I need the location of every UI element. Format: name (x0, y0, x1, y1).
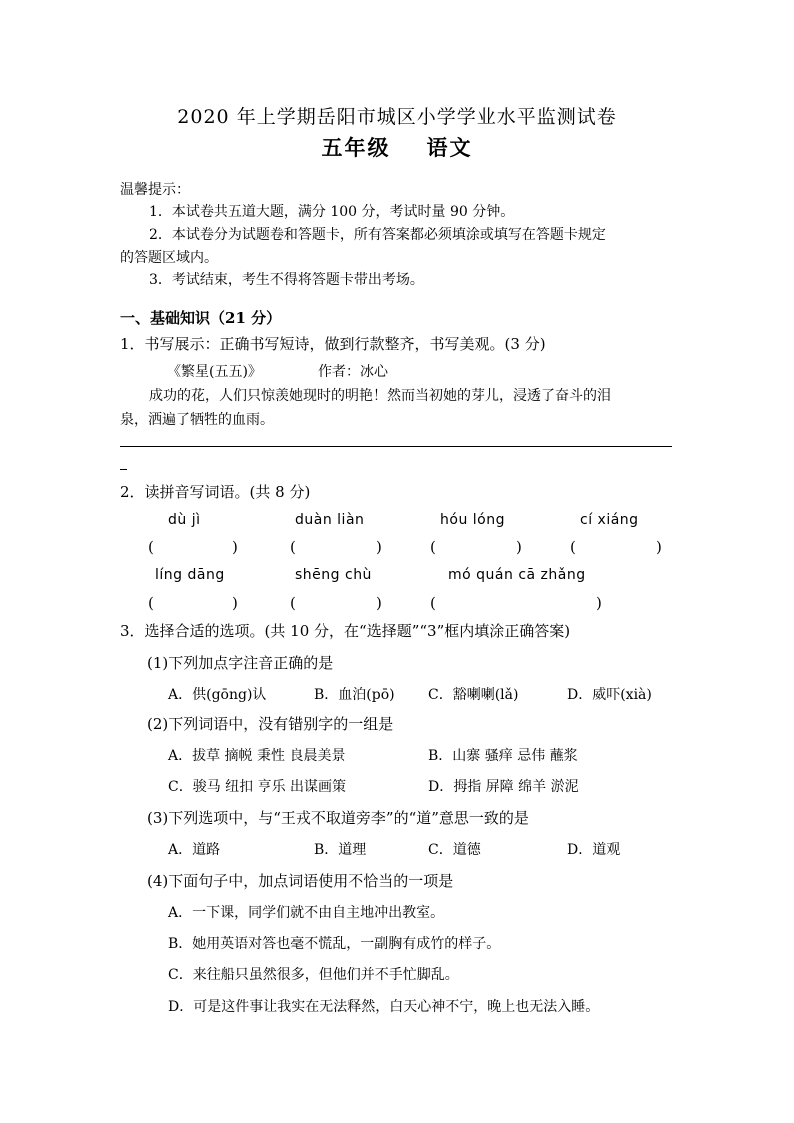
pinyin-item: duàn liàn (295, 512, 365, 528)
option-b: B．血泊(pō) (314, 687, 395, 703)
answer-paren-open: ( (570, 538, 576, 556)
option-d: D．可是这件事让我实在无法释然，白天心神不宁，晚上也无法入睡。 (168, 999, 600, 1015)
question-stem: 3．选择合适的选项。(共 10 分，在“选择题”“3”框内填涂正确答案) (120, 622, 571, 640)
answer-paren-open: ( (430, 538, 436, 556)
tip-item: 3．考试结束，考生不得将答题卡带出考场。 (149, 272, 424, 288)
subject-label: 语文 (426, 135, 473, 160)
sub-question-stem: (1)下列加点字注音正确的是 (147, 654, 334, 672)
pinyin-item: shēng chù (295, 567, 372, 583)
option-c: C．骏马 纽扣 亨乐 出谋画策 (168, 779, 347, 795)
poem-title: 《繁星(五五)》 (167, 364, 262, 380)
answer-paren-open: ( (290, 538, 296, 556)
answer-paren-close: ) (376, 538, 382, 556)
answer-paren-close: ) (516, 538, 522, 556)
option-b: B．山寨 骚痒 忌伟 蘸浆 (428, 748, 578, 764)
answer-paren-open: ( (148, 594, 154, 612)
option-a: A．供(gōng)认 (168, 687, 267, 703)
pinyin-item: dù jì (168, 512, 201, 528)
answer-paren-close: ) (596, 594, 602, 612)
option-d: D．威吓(xià) (567, 687, 652, 703)
answer-paren-close: ) (376, 594, 382, 612)
option-b: B．她用英语对答也毫不慌乱，一副胸有成竹的样子。 (168, 936, 501, 952)
answer-paren-close: ) (232, 594, 238, 612)
pinyin-item: cí xiáng (580, 512, 639, 528)
tip-item: 2．本试卷分为试题卷和答题卡，所有答案都必须填涂或填写在答题卡规定 (149, 227, 606, 243)
option-a: A．一下课，同学们就不由自主地冲出教室。 (168, 905, 445, 921)
tips-heading: 温馨提示： (120, 182, 190, 198)
tip-item: 1．本试卷共五道大题，满分 100 分，考试时量 90 分钟。 (149, 204, 515, 220)
answer-paren-close: ) (656, 538, 662, 556)
option-c: C．道德 (428, 842, 481, 858)
dash-mark (120, 469, 127, 470)
option-d: D．道观 (567, 842, 621, 858)
answer-paren-open: ( (430, 594, 436, 612)
writing-line (120, 446, 672, 447)
option-a: A．拔草 摘帨 秉性 良晨美景 (168, 748, 346, 764)
poem-author: 作者：冰心 (318, 364, 388, 380)
answer-paren-open: ( (290, 594, 296, 612)
option-a: A．道路 (168, 842, 221, 858)
option-d: D．拇指 屏障 绵羊 淤泥 (428, 779, 579, 795)
answer-paren-open: ( (148, 538, 154, 556)
question-stem: 2．读拼音写词语。(共 8 分) (120, 483, 311, 501)
sub-question-stem: (2)下列词语中，没有错别字的一组是 (147, 715, 394, 733)
poem-line: 泉，洒遍了牺牲的血雨。 (120, 412, 274, 428)
sub-question-stem: (3)下列选项中，与“王戎不取道旁李”的“道”意思一致的是 (147, 809, 529, 827)
pinyin-item: hóu lóng (440, 512, 505, 528)
poem-line: 成功的花，人们只惊羡她现时的明艳！然而当初她的芽儿，浸透了奋斗的泪 (149, 388, 611, 404)
grade-label: 五年级 (321, 135, 391, 160)
option-c: C．来往船只虽然很多，但他们并不手忙脚乱。 (168, 967, 459, 983)
pinyin-item: líng dāng (155, 567, 225, 583)
option-b: B．道理 (314, 842, 367, 858)
exam-title: 2020 年上学期岳阳市城区小学学业水平监测试卷 (177, 106, 617, 128)
pinyin-item: mó quán cā zhǎng (448, 567, 586, 583)
option-c: C．豁喇喇(lǎ) (428, 687, 519, 703)
tip-item-continued: 的答题区域内。 (120, 250, 218, 266)
exam-subtitle (0, 132, 794, 162)
question-stem: 1．书写展示：正确书写短诗，做到行款整齐，书写美观。(3 分) (120, 335, 546, 353)
section-heading: 一、基础知识（21 分） (120, 309, 282, 327)
answer-paren-close: ) (232, 538, 238, 556)
sub-question-stem: (4)下面句子中，加点词语使用不恰当的一项是 (147, 872, 454, 890)
